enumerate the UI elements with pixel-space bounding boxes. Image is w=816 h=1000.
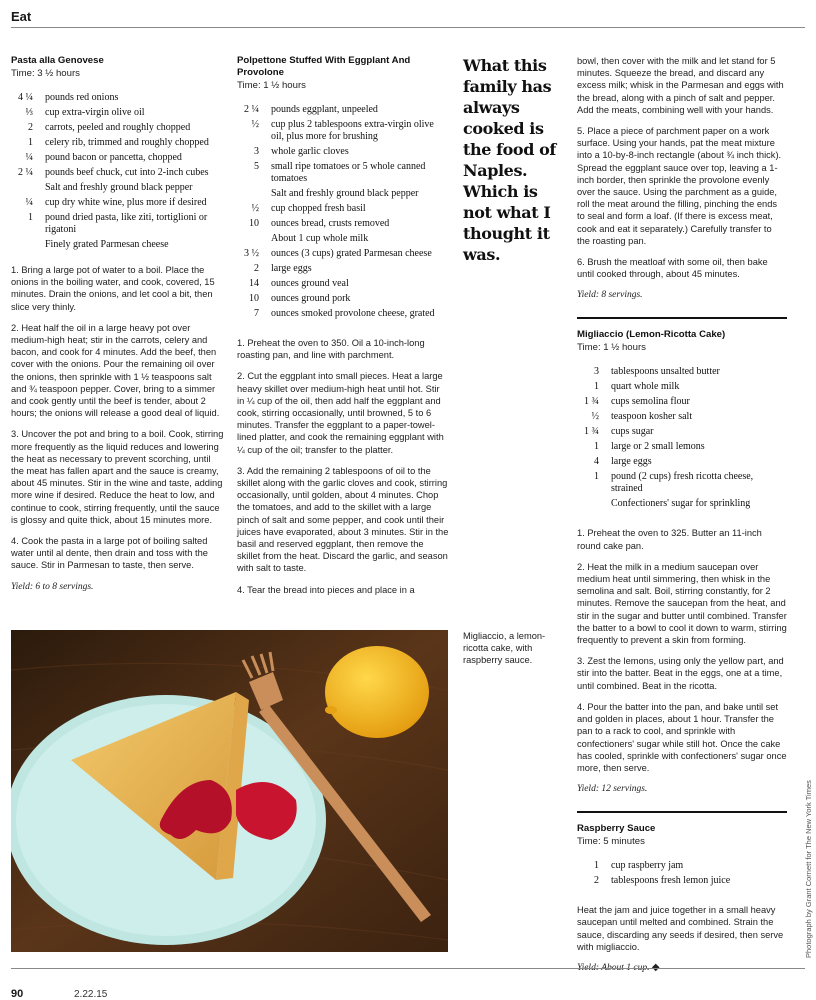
ingredient-quantity: 10: [249, 293, 259, 304]
ingredient-text: celery rib, trimmed and roughly chopped: [45, 137, 209, 148]
page-number: 90: [11, 988, 24, 1000]
ingredient-row: [577, 381, 787, 393]
recipe-pasta: [11, 55, 224, 593]
ingredient-text: cups sugar: [611, 426, 654, 438]
ingredient-text: quart whole milk: [611, 381, 680, 393]
ingredient-text: pound dried pasta, like ziti, tortiglioni or rigatoni: [45, 212, 208, 235]
recipe-yield: Yield: 6 to 8 servings.: [11, 581, 94, 592]
ingredient-quantity: 2: [28, 122, 33, 133]
end-mark: ◆: [651, 961, 660, 973]
ingredient-text: Finely grated Parmesan cheese: [45, 239, 169, 250]
right-column: [577, 55, 787, 974]
method-step: 4. Cook the pasta in a large pot of boiling salted water until al dente, then drain and toss with the sauce. Stir in Parmesan to taste, then serve.: [11, 536, 208, 571]
method: [577, 527, 787, 774]
method: [237, 337, 449, 596]
ingredient-text: large eggs: [271, 263, 312, 274]
ingredient-text: tablespoons fresh lemon juice: [611, 875, 731, 887]
method: [577, 904, 787, 953]
ingredient-row: [237, 203, 449, 215]
ingredient-row: [11, 197, 224, 209]
ingredient-text: pounds beef chuck, cut into 2-inch cubes: [45, 167, 209, 178]
ingredient-text: teaspoon kosher salt: [611, 411, 693, 423]
method-continued: [577, 55, 787, 280]
ingredient-row: [11, 92, 224, 104]
ingredient-row: [11, 152, 224, 164]
cake-illustration: [11, 630, 448, 952]
ingredient-text: small ripe tomatoes or 5 whole canned tomatoes: [271, 161, 426, 184]
photo-credit: Photograph by Grant Cornett for The New York Times: [804, 780, 813, 958]
ingredient-quantity: 2: [594, 875, 599, 887]
ingredient-quantity: 1: [594, 381, 599, 393]
ingredient-quantity: 14: [249, 278, 259, 289]
ingredient-list: [577, 860, 787, 887]
ingredient-text: cups semolina flour: [611, 396, 690, 408]
method-step: 3. Add the remaining 2 tablespoons of oil to the skillet along with the garlic cloves and cook, stirring occasionally, until golden, about 4 minutes. Chop the tomatoes, and add to the skillet with a large pinch of salt and some pepper, and cook until their juices have evaporated, about 3 minutes. Stir in the basil and reserved eggplant, then remove the skillet from the heat. Discard the garlic, and season with salt to taste.: [237, 465, 449, 574]
ingredient-text: Confectioners' sugar for sprinkling: [611, 498, 751, 510]
ingredient-row: [237, 188, 449, 200]
ingredient-list: [11, 92, 224, 251]
ingredient-quantity: ¼: [25, 197, 33, 208]
method: [11, 264, 224, 572]
method-step: 3. Uncover the pot and bring to a boil. Cook, stirring more frequently as the liquid reduces and lowering the heat as necessary to prevent scorching, until the meat has fallen apart and the sauce is creamy, about 45 minutes. Stir in the wine and taste, adding more wine if desired. Reduce the heat to low, and continue to cook, stirring frequently, until the sauce is glossy and quite thick, about 15 minutes more.: [11, 429, 224, 525]
ingredient-quantity: 5: [254, 161, 259, 172]
method-step: 5. Place a piece of parchment paper on a work surface. Using your hands, pat the meat mixture into a 10-by-8-inch rectangle (about ¾ inch thick). Spread the eggplant sauce over top, leaving a 1-inch border, then sprinkle the provolone evenly over the sauce. Using the parchment as a guide, roll the meat around the filling, pinching the ends to seal and form a loaf. (If there is excess meat, cook and eat it separately.) Carefully transfer to the roasting pan.: [577, 126, 782, 246]
ingredient-quantity: 1: [28, 137, 33, 148]
issue-date: 2.22.15: [74, 989, 108, 1000]
method-step: 4. Pour the batter into the pan, and bake until set and golden in places, about 1 hour. Transfer the pan to a rack to cool, and sprinkle with confectioners' sugar while still hot. Once the cake has cooled, sprinkle with confectioners' sugar once more, then serve.: [577, 701, 787, 773]
ingredient-quantity: 3: [594, 366, 599, 378]
ingredient-row: [577, 366, 787, 378]
ingredient-list: [577, 366, 787, 510]
ingredient-quantity: 4: [594, 456, 599, 468]
ingredient-row: [577, 498, 787, 510]
pull-quote: [463, 55, 563, 265]
ingredient-text: pounds eggplant, unpeeled: [271, 104, 378, 115]
pull-quote-text: What this family has always cooked is the food of Naples. Which is not what I thought it was.: [463, 56, 556, 264]
ingredient-quantity: 3: [254, 146, 259, 157]
ingredient-text: cup raspberry jam: [611, 860, 684, 872]
yield-text: Yield: About 1 cup.: [577, 962, 650, 973]
ingredient-row: [11, 239, 224, 251]
ingredient-text: cup chopped fresh basil: [271, 203, 366, 214]
ingredient-row: [577, 426, 787, 438]
ingredient-quantity: 10: [249, 218, 259, 229]
ingredient-text: ounces (3 cups) grated Parmesan cheese: [271, 248, 432, 259]
ingredient-quantity: [11, 239, 45, 251]
ingredient-text: Salt and freshly ground black pepper: [45, 182, 193, 193]
ingredient-row: [237, 161, 449, 185]
ingredient-quantity: 1 ¾: [584, 396, 599, 408]
recipe-title: Raspberry Sauce: [577, 823, 656, 835]
recipe-time: Time: 3 ½ hours: [11, 68, 80, 79]
ingredient-row: [237, 248, 449, 260]
ingredient-quantity: [11, 182, 45, 194]
ingredient-row: [577, 441, 787, 453]
ingredient-text: pounds red onions: [45, 92, 119, 103]
method-step: Heat the jam and juice together in a small heavy saucepan until melted and combined. Strain the sauce, discarding any seeds if desired, then serve with migliaccio.: [577, 905, 784, 952]
method-step: 1. Preheat the oven to 350. Oil a 10-inch-long roasting pan, and line with parchment.: [237, 338, 425, 361]
ingredient-quantity: [237, 188, 271, 200]
ingredient-text: cup dry white wine, plus more if desired: [45, 197, 207, 208]
ingredient-row: [237, 293, 449, 305]
recipe-polpettone: [237, 55, 449, 605]
recipe-time: Time: 1 ½ hours: [577, 342, 646, 354]
ingredient-text: cup extra-virgin olive oil: [45, 107, 145, 118]
recipe-time: Time: 1 ½ hours: [237, 80, 306, 91]
ingredient-quantity: ¼: [25, 152, 33, 163]
ingredient-row: [237, 278, 449, 290]
ingredient-row: [237, 104, 449, 116]
ingredient-text: ounces ground veal: [271, 278, 349, 289]
ingredient-list: [237, 104, 449, 320]
ingredient-text: ounces smoked provolone cheese, grated: [271, 308, 435, 319]
ingredient-text: ounces bread, crusts removed: [271, 218, 390, 229]
method-step: 6. Brush the meatloaf with some oil, then bake until cooked through, about 45 minutes.: [577, 257, 768, 280]
recipe-divider: [577, 811, 787, 813]
ingredient-quantity: 2 ¼: [244, 104, 259, 115]
ingredient-quantity: [577, 498, 611, 510]
ingredient-row: [11, 167, 224, 179]
ingredient-row: [237, 146, 449, 158]
method-step: bowl, then cover with the milk and let stand for 5 minutes. Squeeze the bread, and discard any excess milk; whisk in the Parmesan and eggs with the bread, along with a pinch of salt and pepper. Add the meats, combining well with your hands.: [577, 56, 784, 115]
ingredient-row: [11, 137, 224, 149]
method-step: 2. Heat the milk in a medium saucepan over medium heat until simmering, then whisk in the semolina and salt. Boil, stirring constantly, for 2 minutes. Remove the saucepan from the heat, and stir in the sugar and butter until combined. Transfer the batter to a bowl to cool it down to warm, stirring frequently to prevent a skin from forming.: [577, 561, 787, 646]
method-step: 2. Cut the eggplant into small pieces. Heat a large heavy skillet over medium-high heat until hot. Stir in ¼ cup of the oil, then add half the eggplant and cook, stirring occasionally, until browned, 5 to 6 minutes. Transfer the eggplant to a paper-towel-lined platter, and cook the remaining eggplant with ¼ cup of the oil; transfer to the platter.: [237, 371, 444, 455]
ingredient-quantity: 1: [594, 860, 599, 872]
method-step: 1. Bring a large pot of water to a boil. Place the onions in the boiling water, and cook, covered, 15 minutes. Drain the onions, and let cool a bit, then slice very thinly.: [11, 265, 215, 312]
recipe-yield: Yield: 12 servings.: [577, 784, 648, 795]
footer-rule: [11, 968, 805, 969]
method-step: 3. Zest the lemons, using only the yellow part, and stir into the batter. Beat in the eggs, one at a time, until combined. Beat in the ricotta.: [577, 656, 784, 691]
method-step: 2. Heat half the oil in a large heavy pot over medium-high heat; stir in the carrots, celery and bacon, and cook for 4 minutes. Add the beef, then cover with the onions. Pour the remaining oil over the onions, then sprinkle with 1 ½ teaspoons salt and ¾ teaspoon pepper. Cover, bring to a simmer and cook gently until the beef is tender, about 2 hours; the onions will release a good deal of liquid.: [11, 322, 220, 419]
ingredient-row: [11, 107, 224, 119]
lemon: [325, 646, 429, 738]
ingredient-text: cup plus 2 tablespoons extra-virgin olive oil, plus more for brushing: [271, 119, 434, 142]
recipe-title: Pasta alla Genovese: [11, 55, 104, 66]
ingredient-row: [577, 456, 787, 468]
ingredient-quantity: 4 ¼: [18, 92, 33, 103]
recipe-time: Time: 5 minutes: [577, 836, 645, 848]
ingredient-row: [577, 396, 787, 408]
recipe-title: Migliaccio (Lemon-Ricotta Cake): [577, 329, 726, 341]
ingredient-row: [577, 411, 787, 423]
ingredient-quantity: 1: [594, 471, 599, 483]
section-title: Eat: [11, 9, 32, 24]
ingredient-text: carrots, peeled and roughly chopped: [45, 122, 191, 133]
ingredient-quantity: 3 ½: [244, 248, 259, 259]
ingredient-row: [577, 860, 787, 872]
recipe-yield: Yield: 8 servings.: [577, 290, 643, 301]
ingredient-quantity: [237, 233, 271, 245]
ingredient-row: [11, 212, 224, 236]
ingredient-text: About 1 cup whole milk: [271, 233, 369, 244]
ingredient-text: whole garlic cloves: [271, 146, 349, 157]
ingredient-quantity: 2: [254, 263, 259, 274]
method-step: 1. Preheat the oven to 325. Butter an 11-inch round cake pan.: [577, 528, 762, 551]
header-rule: [11, 27, 805, 28]
ingredient-text: pound bacon or pancetta, chopped: [45, 152, 182, 163]
ingredient-quantity: ½: [591, 411, 599, 423]
ingredient-quantity: ½: [251, 119, 259, 130]
ingredient-row: [237, 218, 449, 230]
ingredient-text: pound (2 cups) fresh ricotta cheese, strained: [611, 471, 754, 495]
method-step: 4. Tear the bread into pieces and place in a: [237, 584, 415, 595]
ingredient-text: ounces ground pork: [271, 293, 351, 304]
ingredient-row: [577, 875, 787, 887]
cake-photo: [11, 630, 448, 952]
ingredient-row: [11, 122, 224, 134]
recipe-title: Polpettone Stuffed With Eggplant And Provolone: [237, 55, 411, 78]
ingredient-quantity: ⅓: [25, 107, 33, 118]
ingredient-text: large or 2 small lemons: [611, 441, 705, 453]
ingredient-row: [237, 119, 449, 143]
ingredient-row: [237, 233, 449, 245]
ingredient-row: [237, 308, 449, 320]
ingredient-quantity: 1: [594, 441, 599, 453]
ingredient-text: tablespoons unsalted butter: [611, 366, 720, 378]
recipe-divider: [577, 317, 787, 319]
ingredient-text: large eggs: [611, 456, 652, 468]
ingredient-quantity: ½: [251, 203, 259, 214]
ingredient-quantity: 1: [28, 212, 33, 223]
ingredient-quantity: 1 ¾: [584, 426, 599, 438]
ingredient-row: [11, 182, 224, 194]
photo-caption: Migliaccio, a lemon-ricotta cake, with raspberry sauce.: [463, 631, 546, 665]
ingredient-row: [237, 263, 449, 275]
ingredient-text: Salt and freshly ground black pepper: [271, 188, 419, 199]
ingredient-row: [577, 471, 787, 495]
ingredient-quantity: 7: [254, 308, 259, 319]
ingredient-quantity: 2 ¼: [18, 167, 33, 178]
